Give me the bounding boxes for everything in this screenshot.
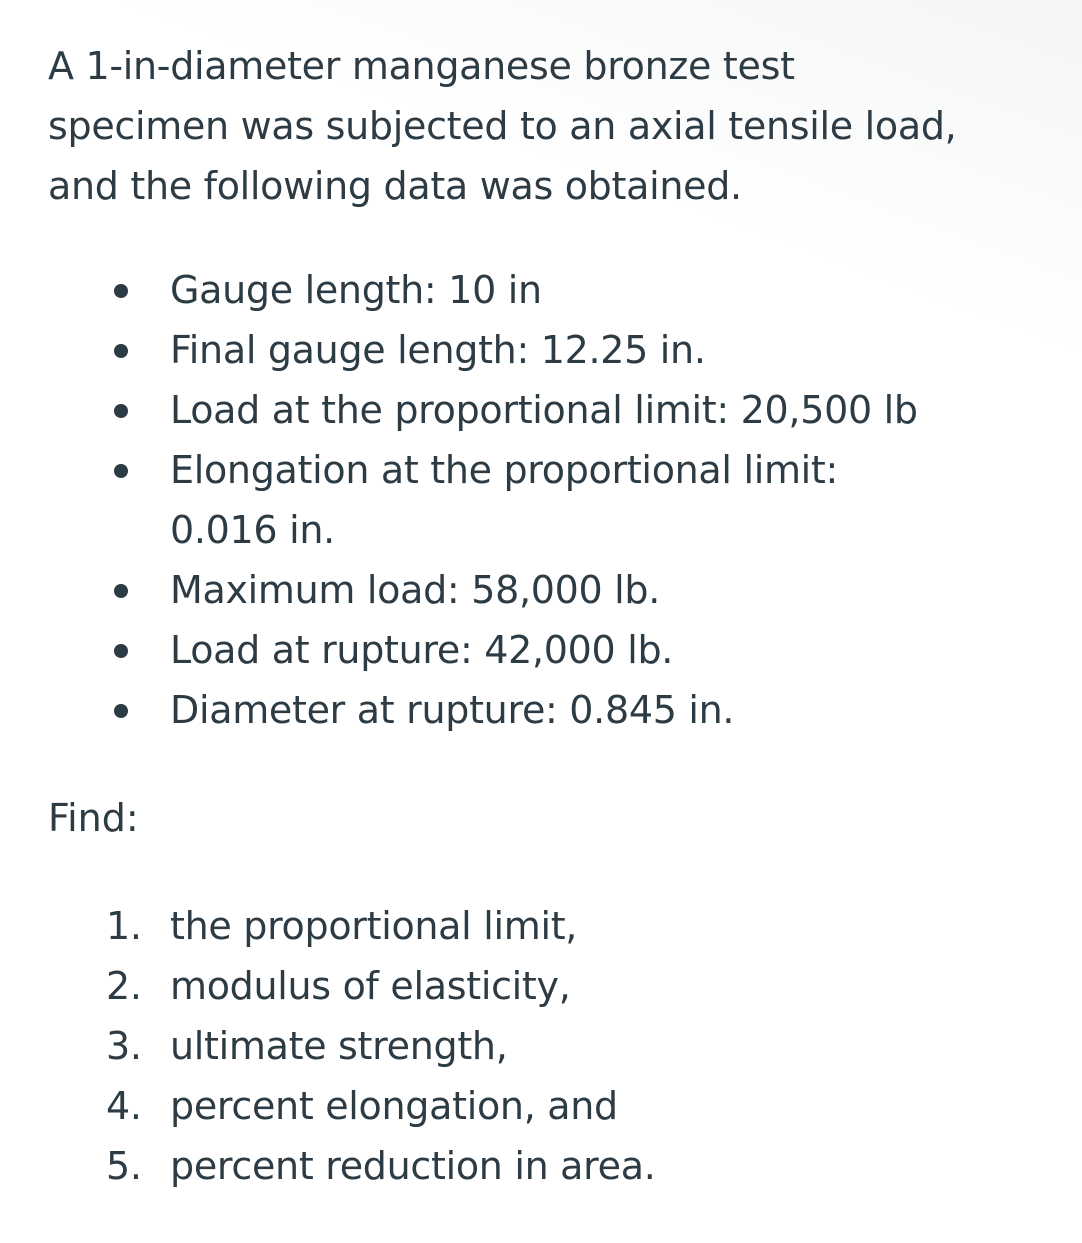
bullet-icon (114, 704, 128, 718)
problem-statement (48, 36, 1058, 216)
bullet-icon (114, 284, 128, 298)
find-item-number: 5. (106, 1144, 142, 1188)
given-data-item (108, 560, 1048, 620)
given-data-item (108, 680, 1048, 740)
find-item-text: the proportional limit, (170, 904, 578, 948)
problem-statement-line: and the following data was obtained. (48, 164, 742, 208)
bullet-icon (114, 404, 128, 418)
find-item (106, 1136, 656, 1196)
given-data-text: Load at rupture: 42,000 lb. (170, 628, 674, 672)
find-list (106, 896, 656, 1196)
given-data-text: 0.016 in. (170, 508, 335, 552)
given-data-text: Load at the proportional limit: 20,500 lb (170, 388, 918, 432)
bullet-icon (114, 464, 128, 478)
find-item (106, 896, 656, 956)
find-item-text: ultimate strength, (170, 1024, 508, 1068)
find-item (106, 1076, 656, 1136)
find-item-number: 3. (106, 1024, 142, 1068)
given-data-item (108, 320, 1048, 380)
find-item-number: 2. (106, 964, 142, 1008)
given-data-text: Elongation at the proportional limit: (170, 448, 839, 492)
given-data-list (108, 260, 1048, 740)
given-data-item (108, 380, 1048, 440)
given-data-text: Maximum load: 58,000 lb. (170, 568, 661, 612)
find-item-text: modulus of elasticity, (170, 964, 571, 1008)
find-item-number: 1. (106, 904, 142, 948)
find-heading: Find: (48, 796, 139, 840)
bullet-icon (114, 584, 128, 598)
find-item-number: 4. (106, 1084, 142, 1128)
find-item-text: percent reduction in area. (170, 1144, 656, 1188)
given-data-item (108, 440, 1048, 560)
bullet-icon (114, 644, 128, 658)
find-item (106, 1016, 656, 1076)
given-data-item (108, 260, 1048, 320)
bullet-icon (114, 344, 128, 358)
find-item (106, 956, 656, 1016)
find-item-text: percent elongation, and (170, 1084, 618, 1128)
given-data-item (108, 620, 1048, 680)
problem-statement-line: A 1-in-diameter manganese bronze test (48, 44, 795, 88)
given-data-text: Diameter at rupture: 0.845 in. (170, 688, 735, 732)
given-data-text: Gauge length: 10 in (170, 268, 542, 312)
given-data-text: Final gauge length: 12.25 in. (170, 328, 706, 372)
problem-statement-line: specimen was subjected to an axial tensile load, (48, 104, 957, 148)
